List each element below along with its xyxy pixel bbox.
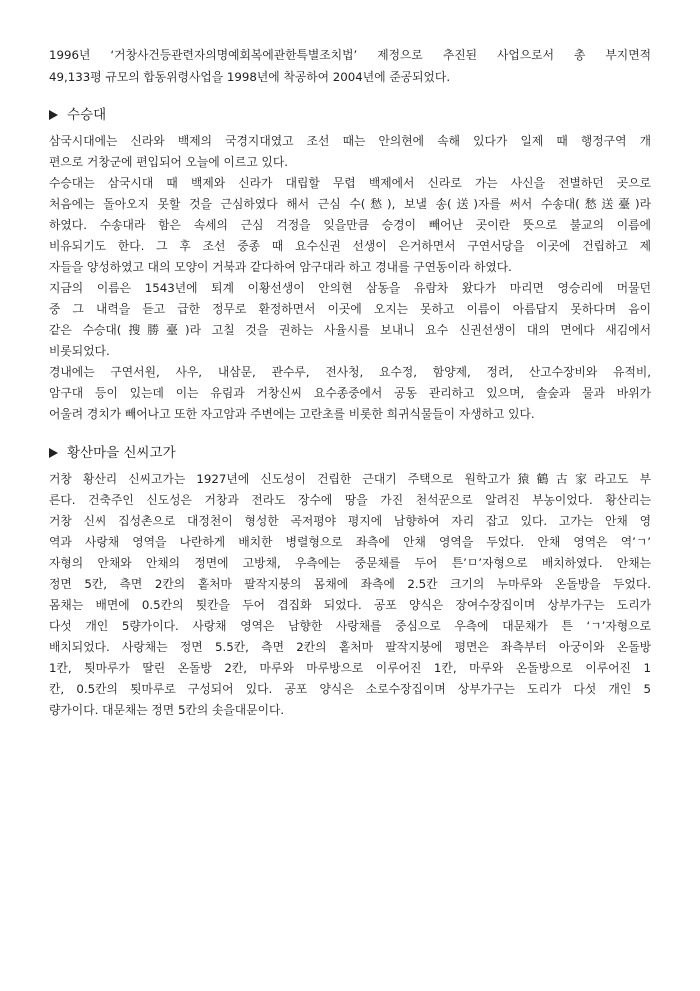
- section2-line: 거창 신씨 집성촌으로 대정천이 형성한 곡저평야 평지에 남향하여 자리 잡고 있다. 고가는 안채 영: [49, 514, 651, 528]
- section1-line: 경내에는 구연서원, 사우, 내삼문, 관수루, 전사청, 요수정, 함양제, 정려, 산고수장비와 유적비,: [49, 365, 651, 379]
- section2-line: 자형의 안채와 안채의 정면에 고방채, 우측에는 중문채를 두어 튼’ㅁ’자형으로 배치하였다. 안채는: [49, 556, 651, 570]
- section1-line: 자들을 양성하였고 대의 모양이 거북과 같다하여 암구대라 하고 경내를 구연동이라 하였다.: [49, 260, 512, 274]
- section1-line: 편으로 거창군에 편입되어 오늘에 이르고 있다.: [49, 155, 289, 169]
- section2-line: 정면 5칸, 측면 2칸의 홑처마 팔작지붕의 몸채에 좌측에 2.5칸 크기의 누마루와 온돌방을 두었다.: [49, 577, 651, 591]
- section1-line: 비롯되었다.: [49, 344, 110, 358]
- section2-line: 몸채는 배면에 0.5칸의 툇칸을 두어 겹집화 되었다. 공포 양식은 장여수장집이며 상부가구는 도리가: [49, 598, 651, 612]
- section2-line: 량가이다. 대문채는 정면 5칸의 솟을대문이다.: [49, 703, 285, 717]
- section1-line: 하였다. 수송대라 함은 속세의 근심 걱정을 잊을만큼 승경이 빼어난 곳이란 뜻으로 불교의 이름에: [49, 218, 651, 232]
- section2-line: 른다. 건축주인 신도성은 거창과 전라도 장수에 땅을 가진 천석꾼으로 알려진 부농이었다. 황산리는: [49, 493, 651, 507]
- section1-line: 지금의 이름은 1543년에 퇴계 이황선생이 안의현 삼동을 유람차 왔다가 마리면 영승리에 머물던: [49, 281, 651, 295]
- section1-line: 어울려 경치가 빼어나고 또한 자고암과 주변에는 고란초를 비롯한 희귀식물들이 자생하고 있다.: [49, 407, 535, 421]
- triangle-bullet-icon: [49, 448, 58, 458]
- section2-line: 1칸, 툇마루가 딸린 온돌방 2칸, 마루와 마루방으로 이루어진 1칸, 마루와 온돌방으로 이루어진 1: [49, 661, 651, 675]
- section-title: 황산마을 신씨고가: [67, 445, 176, 461]
- section-heading-susungdae: [49, 105, 106, 125]
- section1-line: 암구대 등이 있는데 이는 유림과 거창신씨 요수종중에서 공동 관리하고 있으며, 솔숲과 물과 바위가: [49, 386, 651, 400]
- section2-line: 배치되었다. 사랑채는 정면 5.5칸, 측면 2칸의 홑처마 팔작지붕에 평면은 좌측부터 아궁이와 온돌방: [49, 640, 651, 654]
- triangle-bullet-icon: [49, 110, 58, 120]
- intro-line-2: 49,133평 규모의 합동위령사업을 1998년에 착공하여 2004년에 준공되었다.: [49, 70, 451, 84]
- section1-line: 삼국시대에는 신라와 백제의 국경지대였고 조선 때는 안의현에 속해 있다가 일제 때 행정구역 개: [49, 134, 651, 148]
- section-title: 수승대: [67, 107, 107, 123]
- section2-line: 역과 사랑채 영역을 나란하게 배치한 병렬형으로 좌측에 안채 영역을 두었다. 안채 영역은 역’ㄱ’: [49, 535, 651, 549]
- section2-line: 다섯 개인 5량가이다. 사랑채 영역은 남향한 사랑채를 중심으로 우측에 대문채가 튼 ‘ㄱ’자형으로: [49, 619, 651, 633]
- section1-line: 같은 수승대(搜勝臺)라 고칠 것을 권하는 사율시를 보내니 요수 신권선생이 대의 면에다 새김에서: [49, 323, 651, 337]
- section1-line: 비유되기도 한다. 그 후 조선 중종 때 요수신권 선생이 은거하면서 구연서당을 이곳에 건립하고 제: [49, 239, 651, 253]
- section-heading-sinssi-house: [49, 443, 176, 463]
- section1-line: 처음에는 돌아오지 못할 것을 근심하였다 해서 근심 수(愁), 보낼 송(送)자를 써서 수송대(愁送臺)라: [49, 197, 651, 211]
- intro-line-1: 1996년 ‘거창사건등관련자의명예회복에관한특별조치법’ 제정으로 추진된 사업으로서 총 부지면적: [49, 48, 651, 62]
- section2-line: 거창 황산리 신씨고가는 1927년에 신도성이 건립한 근대기 주택으로 원학고가猿鶴古家라고도 부: [49, 472, 651, 486]
- section1-line: 수승대는 삼국시대 때 백제와 신라가 대립할 무렵 백제에서 신라로 가는 사신을 전별하던 곳으로: [49, 176, 651, 190]
- section2-line: 칸, 0.5칸의 툇마루로 구성되어 있다. 공포 양식은 소로수장집이며 상부가구는 도리가 다섯 개인 5: [49, 682, 651, 696]
- section1-line: 중 그 내력을 듣고 급한 정무로 환정하면서 이곳에 오지는 못하고 이름이 아름답지 못하다며 음이: [49, 302, 651, 316]
